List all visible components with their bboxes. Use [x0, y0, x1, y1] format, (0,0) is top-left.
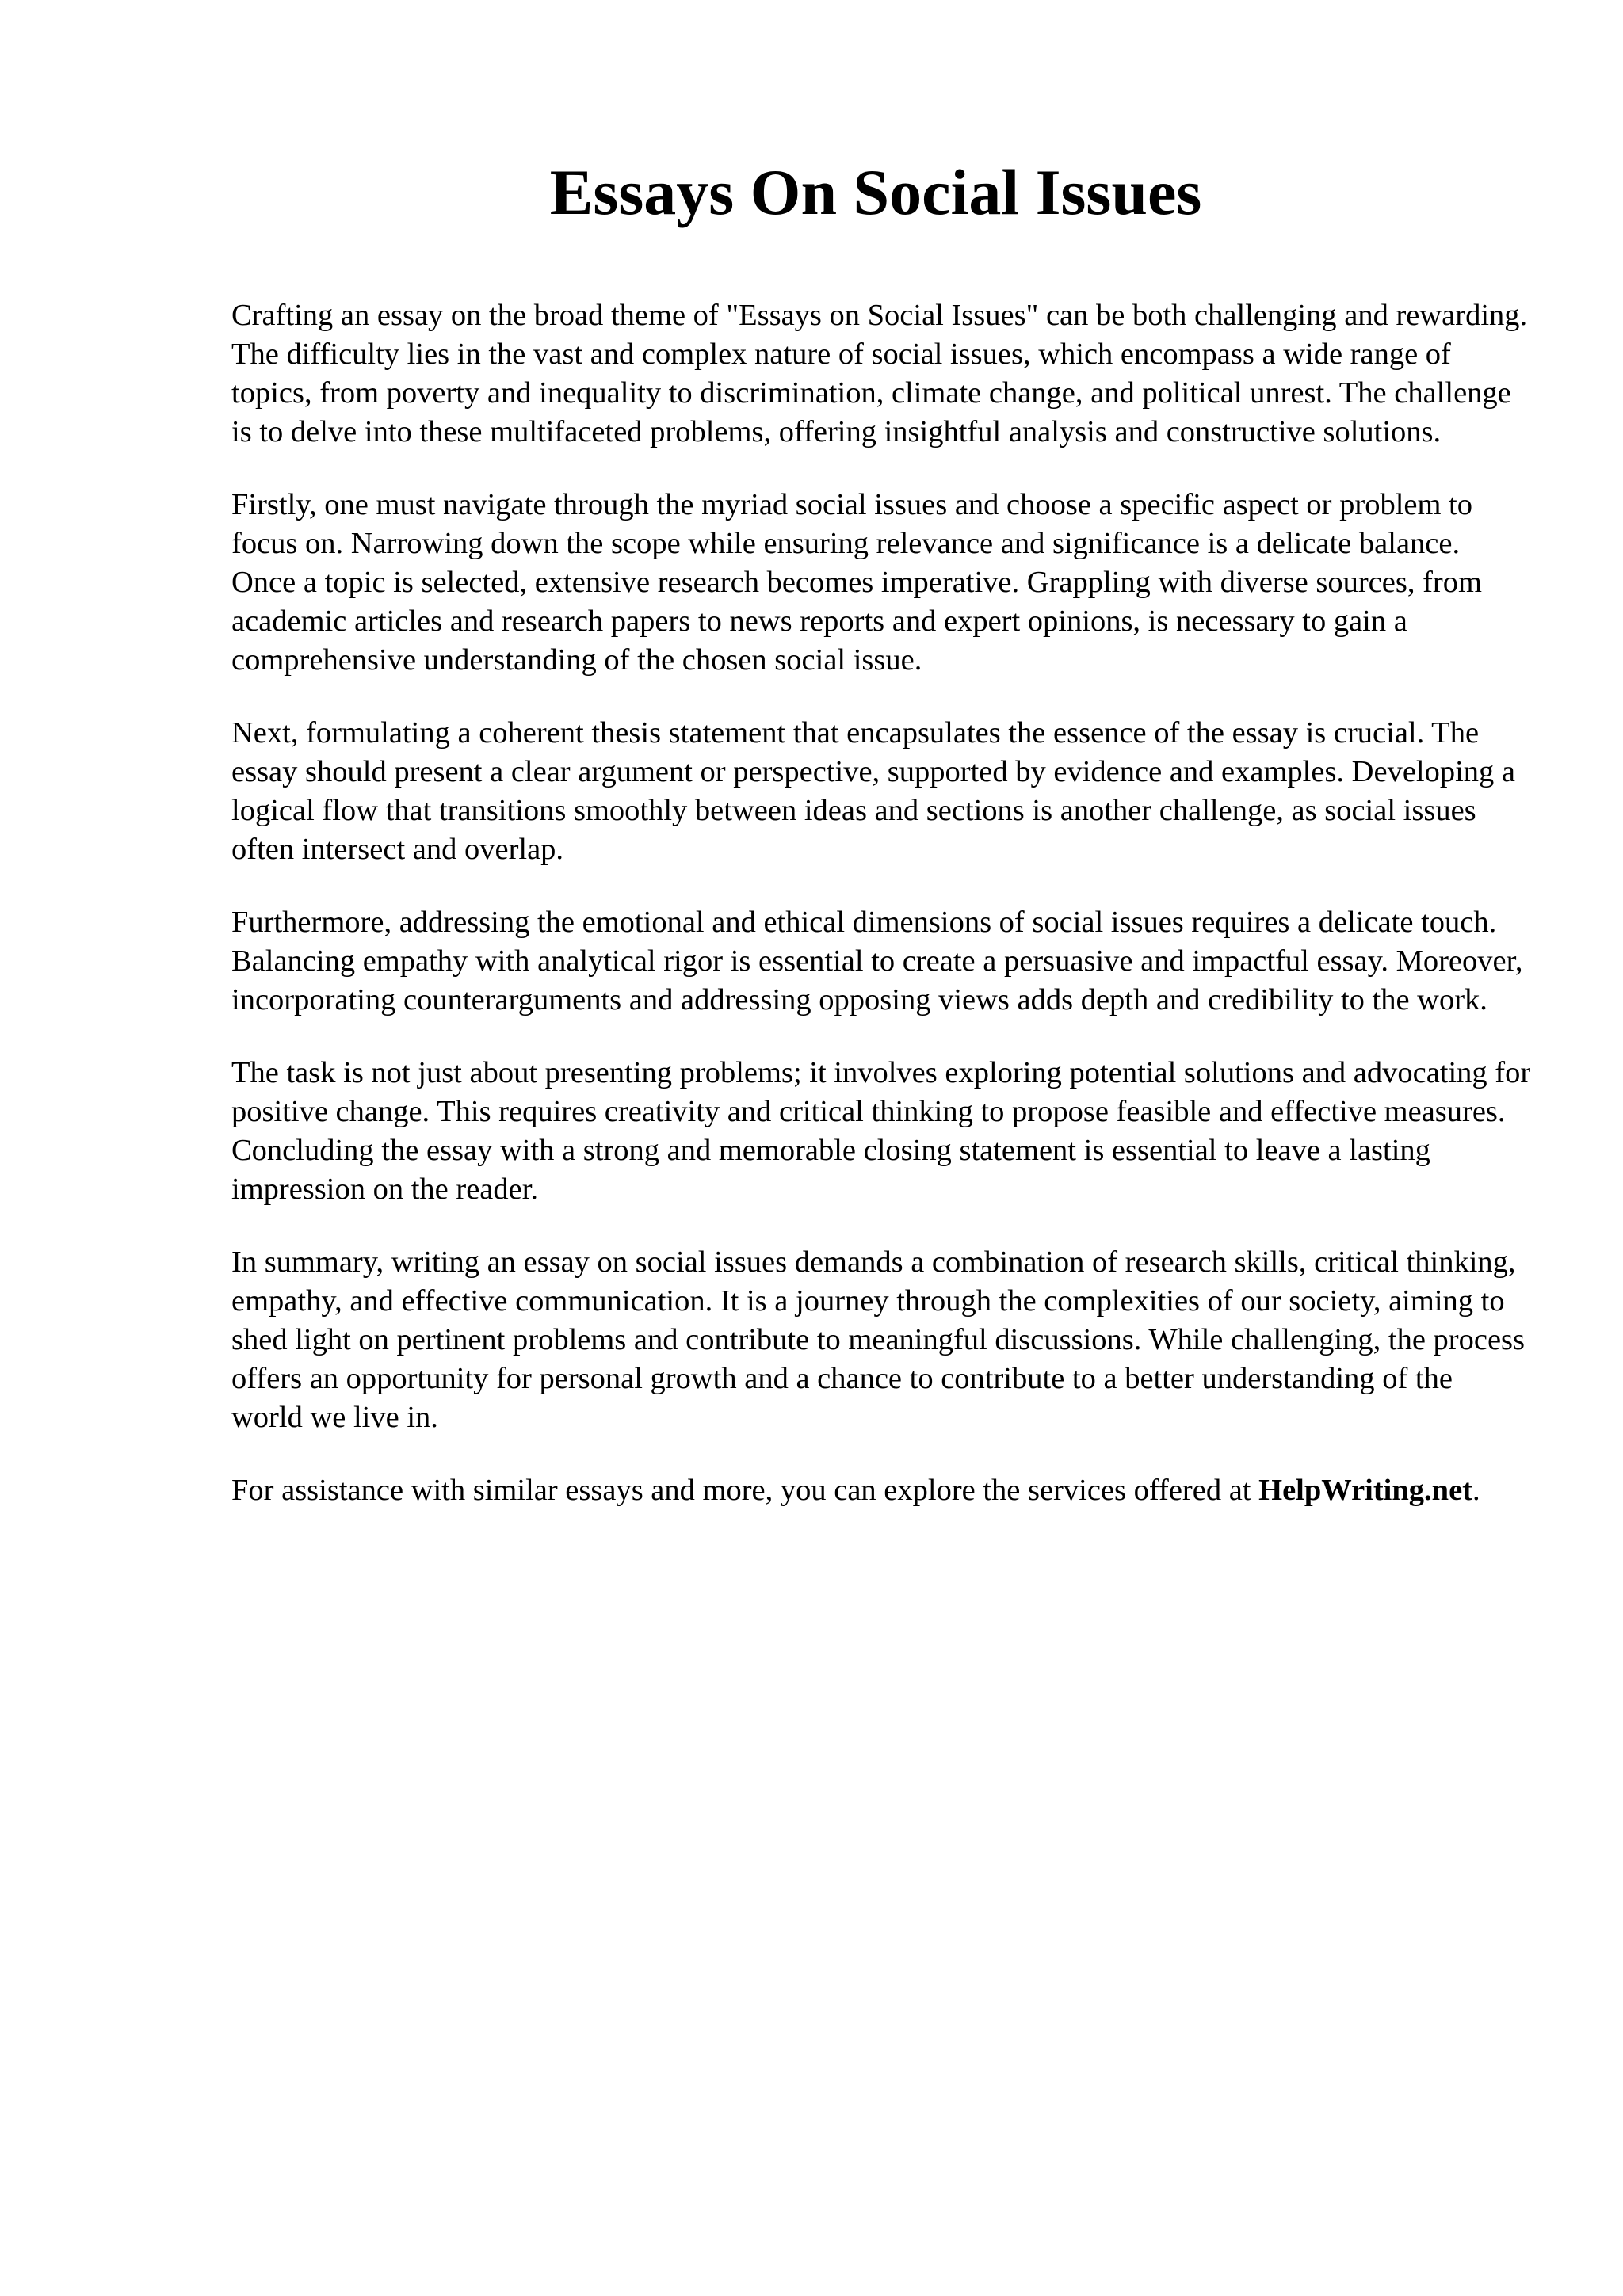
helpwriting-link[interactable]: HelpWriting.net [1258, 1474, 1472, 1507]
closing-paragraph [231, 1471, 1531, 1510]
paragraph-2: Firstly, one must navigate through the myriad social issues and choose a specific aspect or problem to focus on. Narrowing down the scope while ensuring relevance and significance is a delicate balance. Once a topic is selected, extensive research becomes imperative. Grappling with diverse sources, from academic articles and research papers to news reports and expert opinions, is necessary to gain a comprehensive understanding of the chosen social issue. [231, 488, 1482, 677]
closing-text: For assistance with similar essays and more, you can explore the services offered at [231, 1474, 1259, 1507]
paragraph-4: Furthermore, addressing the emotional and ethical dimensions of social issues requires a delicate touch. Balancing empathy with analytical rigor is essential to create a persuasive and impactful essay. Moreover, incorporating counterarguments and addressing opposing views adds depth and credibility to the work. [231, 906, 1523, 1016]
paragraph-6: In summary, writing an essay on social issues demands a combination of research skills, critical thinking, empathy, and effective communication. It is a journey through the complexities of our society, aiming to shed light on pertinent problems and contribute to meaningful discussions. While challenging, the process offers an opportunity for personal growth and a chance to contribute to a better understanding of the world we live in. [231, 1245, 1526, 1434]
paragraph-5: The task is not just about presenting problems; it involves exploring potential solutions and advocating for positive change. This requires creativity and critical thinking to propose feasible and effective measures. Concluding the essay with a strong and memorable closing statement is essential to leave a lasting impression on the reader. [231, 1056, 1531, 1206]
page-title: Essays On Social Issues [549, 156, 1202, 228]
document-body [231, 296, 1531, 1544]
paragraph-1: Crafting an essay on the broad theme of "Essays on Social Issues" can be both challenging and rewarding. The difficulty lies in the vast and complex nature of social issues, which encompass a wide range of topics, from poverty and inequality to discrimination, climate change, and political unrest. The challenge is to delve into these multifaceted problems, offering insightful analysis and constructive solutions. [231, 299, 1528, 448]
paragraph-3: Next, formulating a coherent thesis statement that encapsulates the essence of the essay is crucial. The essay should present a clear argument or perspective, supported by evidence and examples. Developing a logical flow that transitions smoothly between ideas and sections is another challenge, as social issues often intersect and overlap. [231, 716, 1516, 866]
closing-period: . [1472, 1474, 1480, 1507]
